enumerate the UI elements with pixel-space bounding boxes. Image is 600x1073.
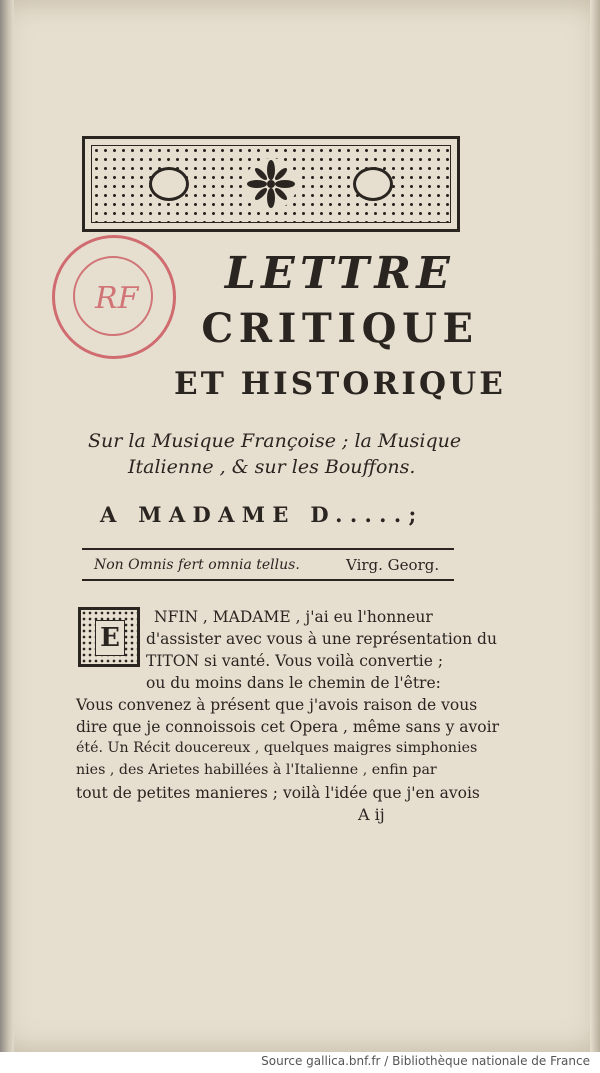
title-line-2: CRITIQUE bbox=[201, 305, 479, 352]
page-edge bbox=[590, 0, 600, 1052]
body-line: tout de petites manieres ; voilà l'idée que j'en avois bbox=[76, 784, 480, 802]
body-line: nies , des Arietes habillées à l'Italienne , enfin par bbox=[76, 762, 437, 778]
svg-text:RF: RF bbox=[95, 281, 139, 316]
title-line-1: LETTRE bbox=[224, 248, 456, 299]
divider-bottom bbox=[82, 579, 454, 581]
ornament-ring-right bbox=[353, 167, 393, 201]
title-line-3: ET HISTORIQUE bbox=[174, 366, 506, 402]
initial-letter: E bbox=[95, 620, 125, 656]
epigraph-source: Virg. Georg. bbox=[346, 556, 440, 574]
body-line: TITON si vanté. Vous voilà convertie ; bbox=[146, 652, 444, 670]
body-line: NFIN , MADAME , j'ai eu l'honneur bbox=[154, 608, 433, 626]
subtitle-line-1: Sur la Musique Françoise ; la Musique bbox=[88, 430, 462, 452]
ornament-flower-icon bbox=[245, 158, 297, 210]
page-gutter bbox=[0, 0, 14, 1052]
ornament-ring-left bbox=[149, 167, 189, 201]
epigraph-text: Non Omnis fert omnia tellus. bbox=[94, 557, 300, 573]
body-line: dire que je connoissois cet Opera , même sans y avoir bbox=[76, 718, 499, 736]
dedication: A MADAME D.....; bbox=[100, 502, 424, 527]
page-signature: A ij bbox=[358, 805, 385, 824]
source-credit: Source gallica.bnf.fr / Bibliothèque nationale de France bbox=[261, 1054, 590, 1068]
body-line: d'assister avec vous à une représentation du bbox=[146, 630, 497, 648]
body-line: ou du moins dans le chemin de l'être: bbox=[146, 674, 441, 692]
body-line: Vous convenez à présent que j'avois raison de vous bbox=[76, 696, 478, 714]
body-line: été. Un Récit doucereux , quelques maigres simphonies bbox=[76, 740, 478, 756]
headpiece-ornament bbox=[82, 136, 460, 232]
divider-top bbox=[82, 548, 454, 550]
decorated-initial bbox=[78, 607, 140, 667]
subtitle-line-2: Italienne , & sur les Bouffons. bbox=[128, 456, 416, 478]
